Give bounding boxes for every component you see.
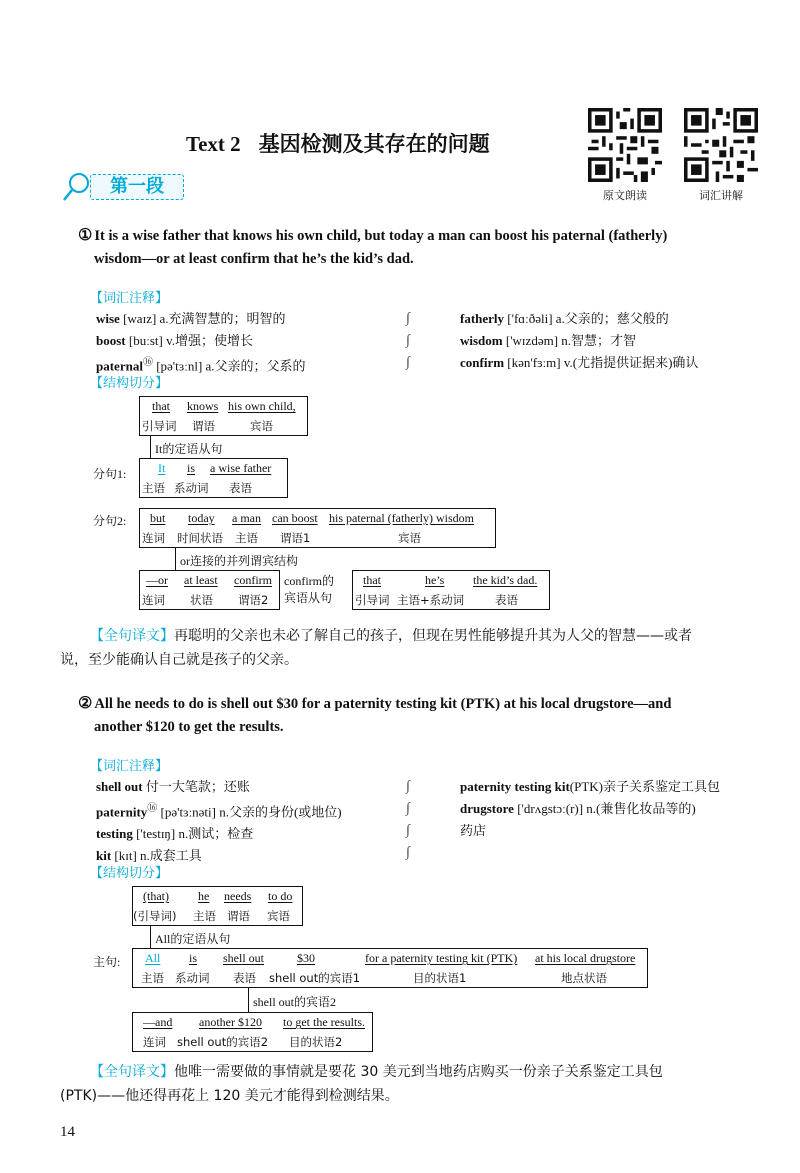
- structure-heading: 【结构切分】: [90, 866, 169, 881]
- vocab-item: fatherly ['fɑːðəli] a.父亲的；慈父般的: [460, 311, 669, 326]
- vocab-item: wisdom ['wɪzdəm] n.智慧；才智: [460, 333, 637, 348]
- clause-label: 主句:: [93, 955, 121, 969]
- structure-box: —and another $120 to get the results. 连词 shell out的宾语2 目的状语2: [132, 1012, 373, 1052]
- arrow-label: All的定语从句: [155, 932, 231, 946]
- vocab-item: paternity testing kit(PTK)亲子关系鉴定工具包: [460, 779, 720, 794]
- qr-label: 词汇讲解: [699, 189, 743, 202]
- vocab-list-1-left: [96, 308, 306, 377]
- vocab-list-1-right: [460, 308, 698, 374]
- vocab-list-2-right: [460, 776, 720, 842]
- sentence-1: ① It is a wise father that knows his own child, but today a man can boost his paternal (fatherly) wisdom—or at least confirm that he’s the kid’s dad.: [78, 227, 668, 267]
- structure-box: It is a wise father 主语 系动词 表语: [139, 458, 288, 498]
- arrow-label: It的定语从句: [155, 442, 223, 456]
- vocab-item: paternal⑯ [pə'tɜːnl] a.父亲的；父系的: [96, 357, 306, 374]
- sentence-2: ② All he needs to do is shell out $30 for a paternity testing kit (PTK) at his local drugstore—and another $120 to get the results.: [78, 695, 672, 735]
- section-label: 第一段: [90, 174, 184, 200]
- structure-heading: 【结构切分】: [90, 376, 169, 391]
- structure-box: but today a man can boost his paternal (fatherly) wisdom 连词 时间状语 主语 谓语1 宾语: [139, 508, 496, 548]
- divider-wave: ∫ ∫ ∫ ∫: [406, 779, 410, 860]
- qr-label: 原文朗读: [603, 189, 647, 202]
- arrow-line: [248, 988, 249, 1012]
- vocab-item: testing ['testɪŋ] n.测试；检查: [96, 826, 254, 842]
- page-number: 14: [60, 1124, 75, 1140]
- arrow-line: [150, 436, 151, 458]
- vocab-item: 药店: [460, 823, 487, 838]
- divider-wave: ∫ ∫ ∫: [406, 311, 410, 370]
- arrow-line: [175, 548, 176, 570]
- vocab-item: paternity⑯ [pə'tɜːnəti] n.父亲的身份(或地位): [96, 803, 342, 820]
- vocab-item: drugstore ['drʌgstɔː(r)] n.(兼售化妆品等的): [460, 801, 696, 816]
- arrow-label: confirm的 宾语从句: [284, 574, 334, 605]
- arrow-line: [150, 926, 151, 948]
- arrow-label: or连接的并列谓宾结构: [180, 554, 298, 568]
- structure-box: that he’s the kid’s dad. 引导词 主语+系动词 表语: [352, 570, 550, 610]
- vocab-item: shell out 付一大笔款；还账: [96, 779, 250, 794]
- qr-code-vocab[interactable]: [684, 108, 761, 203]
- qr-code-icon: [684, 108, 758, 182]
- vocab-heading: 【词汇注释】: [90, 759, 169, 774]
- translation-2: 【全句译文】他唯一需要做的事情就是要花 30 美元到当地药店购买一份亲子关系鉴定工具包 (PTK)——他还得再花上 120 美元才能得到检测结果。: [60, 1064, 663, 1104]
- vocab-item: kit [kɪt] n.成套工具: [96, 848, 202, 864]
- structure-box: All is shell out $30 for a paternity testing kit (PTK) at his local drugstore 主语 系动词 表语 shell out的宾语1 目的状语1 地点状语: [132, 948, 648, 988]
- structure-box: (that) he needs to do (引导词) 主语 谓语 宾语: [132, 886, 303, 926]
- vocab-heading: 【词汇注释】: [90, 291, 169, 306]
- qr-code-icon: [588, 108, 662, 182]
- magnifier-icon: [62, 170, 92, 204]
- vocab-list-2-left: [96, 776, 342, 867]
- clause-label: 分句2:: [93, 514, 127, 528]
- vocab-item: boost [buːst] v.增强；使增长: [96, 333, 253, 348]
- vocab-item: confirm [kən'fɜːm] v.(尤指提供证据来)确认: [460, 355, 699, 370]
- clause-label: 分句1:: [93, 467, 127, 481]
- page-title: Text 2 基因检测及其存在的问题: [186, 132, 490, 156]
- vocab-item: wise [waɪz] a.充满智慧的；明智的: [96, 311, 286, 326]
- structure-box: that knows his own child, 引导词 谓语 宾语: [139, 396, 308, 436]
- arrow-label: shell out的宾语2: [253, 995, 336, 1009]
- structure-box: —or at least confirm 连词 状语 谓语2: [139, 570, 280, 610]
- qr-code-reading[interactable]: [588, 108, 665, 203]
- translation-1: 【全句译文】再聪明的父亲也未必了解自己的孩子，但现在男性能够提升其为人父的智慧——或者 说，至少能确认自己就是孩子的父亲。: [60, 628, 692, 668]
